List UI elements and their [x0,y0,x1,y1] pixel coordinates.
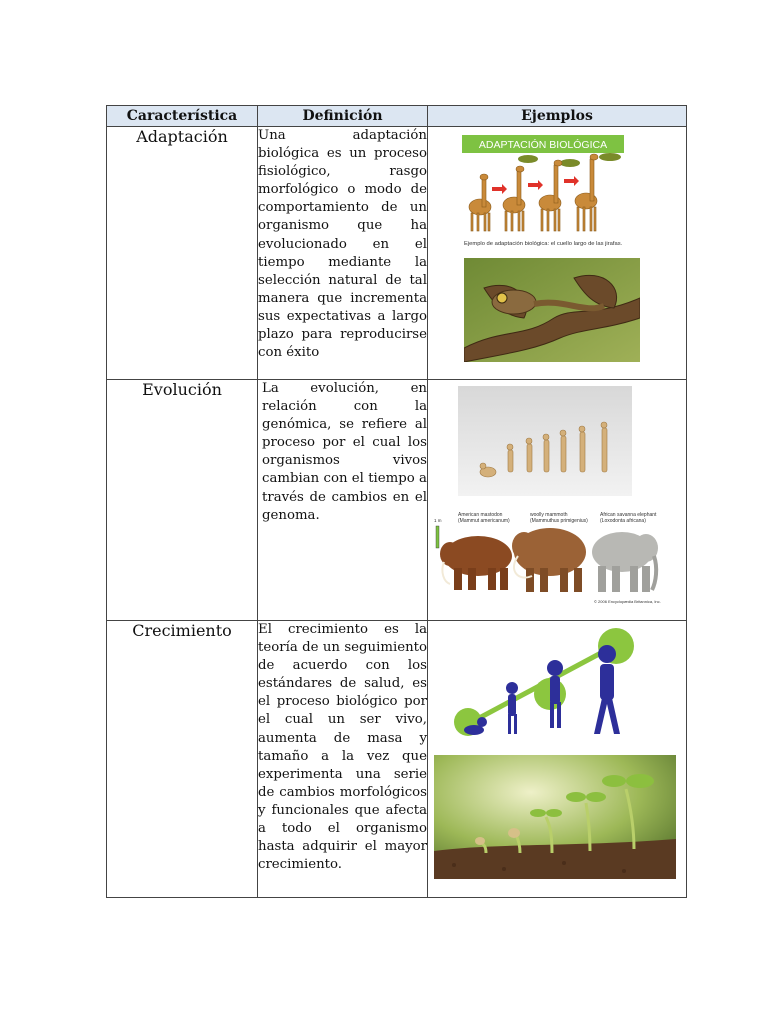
definition-text: Una adaptación biológica es un proceso fisiológico, rasgo morfológico o modo de comportamiento de un organismo que ha evolucionado en el tiempo mediante la selección natural de tal manera que incrementa sus expectativas a largo plazo para reproducirse con éxito [258,128,427,361]
table-row [107,621,687,898]
row-ejemplos [428,621,687,898]
table-row [107,127,687,380]
header-definicion: Definición [258,106,428,127]
header-caracteristica: Característica [107,106,258,127]
definition-text: La evolución, en relación con la genómica, se refiere al proceso por el cual los organismos vivos cambian con el tiempo a través de cambios en el genoma. [262,381,427,523]
row-caracteristica: Evolución [107,380,258,621]
header-ejemplos: Ejemplos [428,106,687,127]
giraffe-image-caption: Ejemplo de adaptación biológica: el cuello largo de las jirafas. [464,241,623,247]
seedlings-image [434,755,676,879]
row-caracteristica: Adaptación [107,127,258,380]
label-mastodon: American mastodon [458,512,503,518]
scale-label: 1 m [434,518,442,523]
image-credit: © 2006 Encyclopædia Britannica, Inc. [594,599,661,604]
label-elephant-latin: (Loxodonta africana) [600,518,646,524]
characteristics-table [106,105,687,898]
definition-text: El crecimiento es la teoría de un seguimiento de acuerdo con los estándares de salud, es el proceso biológico por el cual un ser vivo, aumenta de masa y tamaño a la vez que experimenta una serie de cambios morfológicos y funcionales que afecta a todo el organismo hasta adquirir el mayor crecimiento. [258,622,427,873]
lizard-image [464,258,640,362]
label-elephant: African savanna elephant [600,512,657,518]
row-caracteristica: Crecimiento [107,621,258,898]
proboscidean-evolution-image [434,510,666,606]
row-definicion [258,127,428,380]
child-growth-image [454,626,638,744]
header-row [107,106,687,127]
label-mastodon-latin: (Mammut americanum) [458,518,510,524]
human-evolution-image [458,386,632,496]
row-ejemplos [428,380,687,621]
table-row [107,380,687,621]
label-mammoth: woolly mammoth [530,512,568,518]
row-definicion [258,380,428,621]
row-definicion [258,621,428,898]
row-ejemplos [428,127,687,380]
giraffe-image-title: ADAPTACIÓN BIOLÓGICA [478,139,608,151]
label-mammoth-latin: (Mammuthus primigenius) [530,518,588,524]
giraffe-adaptation-image [462,135,662,251]
